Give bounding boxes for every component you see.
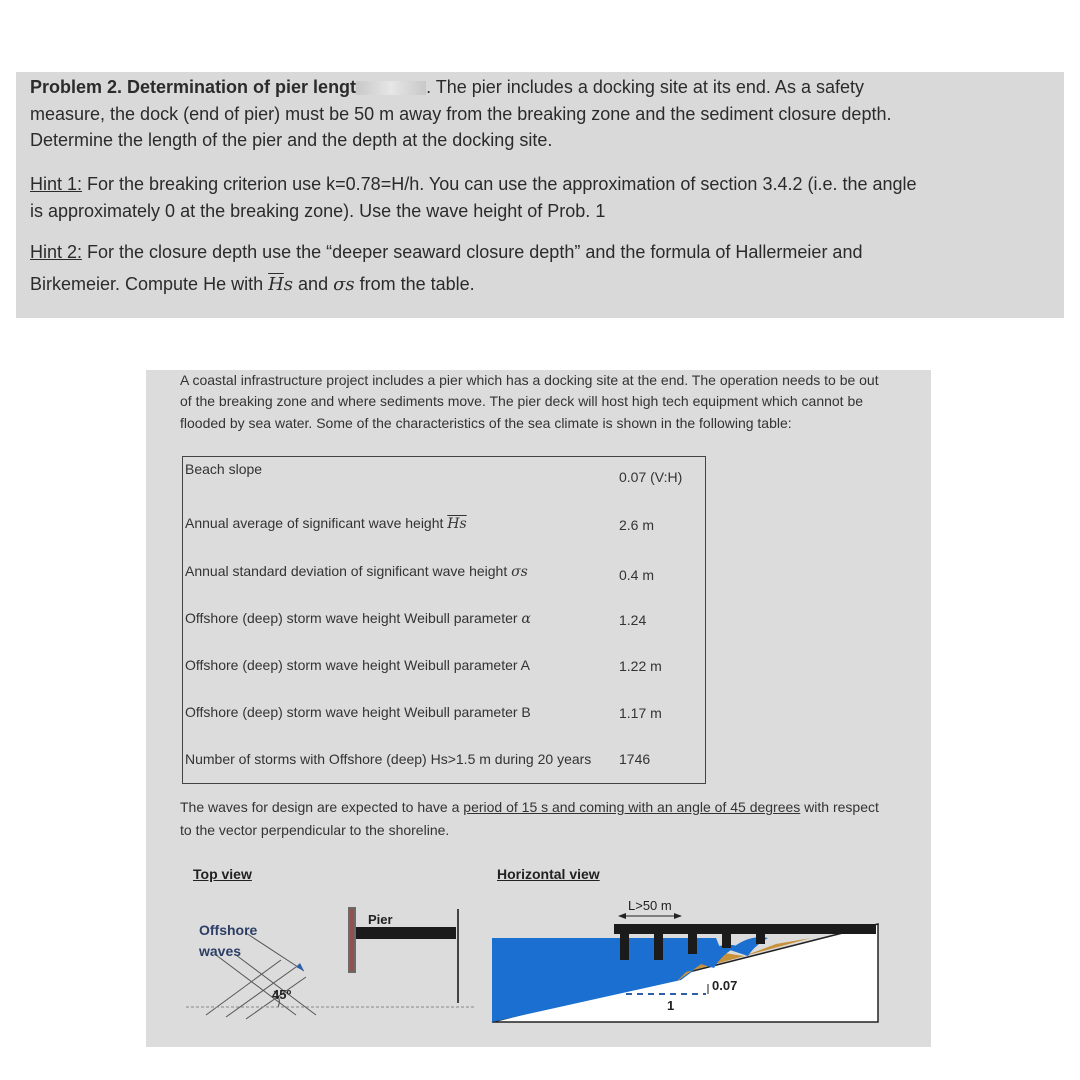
hint-2-label: Hint 2: xyxy=(30,242,83,262)
pier-pile xyxy=(756,934,765,944)
wave-direction-line xyxy=(246,933,304,971)
hint-1-line-1: Hint 1: For the breaking criterion use k=0.78=H/h. You can use the approximation of section 3.4.2 (i.e. the angle xyxy=(30,174,917,194)
problem-line-2: measure, the dock (end of pier) must be 50 m away from the breaking zone and the sediment closure depth. xyxy=(30,104,892,124)
table-row-label: Annual average of significant wave height $\overline{Hs}$ xyxy=(185,515,467,532)
slope-horizontal-label: 1 xyxy=(667,998,675,1013)
problem-panel xyxy=(16,72,1064,318)
textbook-photo xyxy=(146,370,931,1047)
s-subscript: s xyxy=(283,274,294,295)
table-row-value: 1746 xyxy=(619,751,651,767)
intro-line-3: flooded by sea water. Some of the characteristics of the sea climate is shown in the following table: xyxy=(180,415,792,431)
table-row-label: Offshore (deep) storm wave height Weibull parameter α xyxy=(185,610,531,627)
table-row-value: 1.22 m xyxy=(619,658,662,674)
design-conditions-link: period of 15 s and coming with an angle of 45 degrees xyxy=(463,799,801,815)
problem-line-3: Determine the length of the pier and the depth at the docking site. xyxy=(30,130,553,150)
hs-bar-symbol: $\overline{Hs}$ xyxy=(447,516,467,532)
pier-deck xyxy=(356,927,456,939)
h-bar-symbol: $\overline{H}$ xyxy=(268,274,284,295)
alpha-symbol: α xyxy=(521,611,531,627)
length-arrow-right xyxy=(674,913,682,919)
sigma-s-symbol: σs xyxy=(511,564,528,580)
pier-pile xyxy=(620,934,629,960)
hint-1-line-2: is approximately 0 at the breaking zone). Use the wave height of Prob. 1 xyxy=(30,201,606,221)
sigma-symbol: σs xyxy=(333,274,355,295)
sea-climate-table xyxy=(182,456,706,784)
table-row-value: 2.6 m xyxy=(619,517,655,533)
pier-length-label: L>50 m xyxy=(628,898,672,913)
design-line-2: to the vector perpendicular to the shoreline. xyxy=(180,822,450,838)
table-row-label: Offshore (deep) storm wave height Weibull parameter A xyxy=(185,657,530,673)
table-row-value: 0.4 m xyxy=(619,567,655,583)
hint-1-label: Hint 1: xyxy=(30,174,83,194)
horizontal-view-diagram xyxy=(486,890,886,1040)
slope-vertical-label: 0.07 xyxy=(712,978,738,993)
intro-line-1: A coastal infrastructure project includes a pier which has a docking site at the end. The operation needs to be out xyxy=(180,372,879,388)
pier-pile xyxy=(722,934,731,948)
top-view-title: Top view xyxy=(193,866,252,882)
intro-line-2: of the breaking zone and where sediments move. The pier deck will host high tech equipment which cannot be xyxy=(180,393,864,409)
table-row-label: Beach slope xyxy=(185,461,263,477)
pier-deck xyxy=(614,924,876,934)
length-arrow-left xyxy=(618,913,626,919)
table-row-value: 1.24 xyxy=(619,612,647,628)
pier-pile xyxy=(654,934,663,960)
problem-line-1: Problem 2. Determination of pier lengt . The pier includes a docking site at its end. As a safety xyxy=(30,77,864,97)
pier-label: Pier xyxy=(368,912,393,927)
top-view-diagram xyxy=(186,895,486,1025)
design-line-1: The waves for design are expected to have a period of 15 s and coming with an angle of 45 degrees with respect xyxy=(180,799,879,815)
offshore-label: Offshore xyxy=(199,922,258,938)
table-row-value: 0.07 (V:H) xyxy=(619,469,683,485)
hint-2-line-2: Birkemeier. Compute He with $\overline{H}s$ and σs from the table. xyxy=(30,274,475,295)
problem-title: Problem 2. Determination of pier lengt xyxy=(30,77,357,97)
wave-direction-arrow xyxy=(296,963,304,971)
table-row-label: Annual standard deviation of significant wave height σs xyxy=(185,563,528,580)
wave-line xyxy=(216,955,296,1015)
table-row-value: 1.17 m xyxy=(619,705,662,721)
hint-2-line-1: Hint 2: For the closure depth use the “deeper seaward closure depth” and the formula of Hallermeier and xyxy=(30,242,863,262)
horizontal-view-title: Horizontal view xyxy=(497,866,600,882)
pier-base-detail xyxy=(350,909,354,971)
table-row-label: Offshore (deep) storm wave height Weibull parameter B xyxy=(185,704,531,720)
blurred-text xyxy=(356,81,426,95)
waves-label: waves xyxy=(199,943,242,959)
table-row-label: Number of storms with Offshore (deep) Hs>1.5 m during 20 years xyxy=(185,751,592,767)
angle-label: 45º xyxy=(272,987,292,1002)
pier-pile xyxy=(688,934,697,954)
